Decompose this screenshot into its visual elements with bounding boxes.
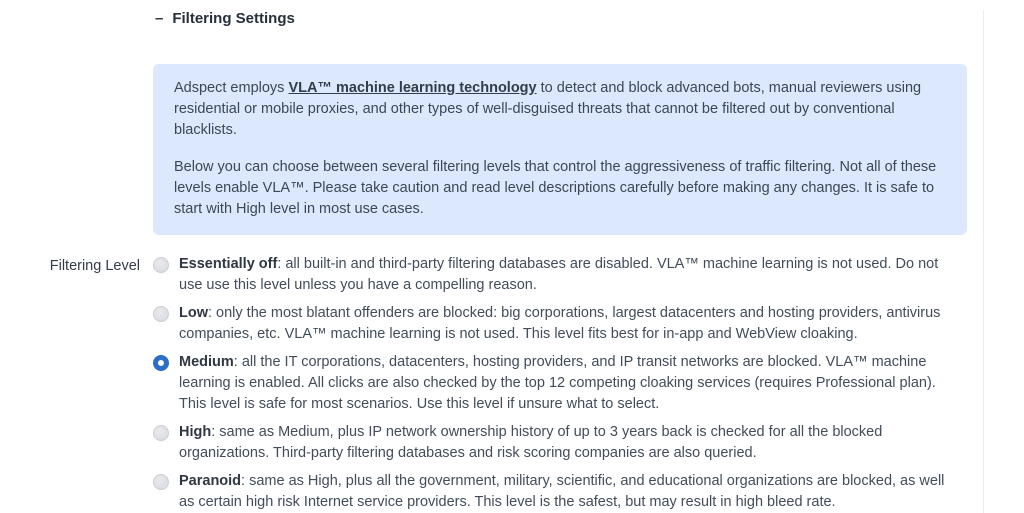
option-paranoid-description: : same as High, plus all the government, military, scientific, and educational organizations are blocked, as well as certain high risk Internet service providers. This level is the safest, but may result in high bleed rate. — [179, 473, 945, 510]
info-paragraph-1-prefix: Adspect employs — [174, 80, 289, 96]
option-medium-name: Medium — [179, 354, 234, 370]
option-essentially-off-name: Essentially off — [179, 256, 278, 272]
filtering-info-box — [153, 64, 967, 235]
option-low — [153, 303, 945, 345]
option-low-text — [179, 303, 945, 345]
info-paragraph-2: Below you can choose between several filtering levels that control the aggressiveness of traffic filtering. Not all of these levels enable VLA™. Please take caution and read level descriptions carefully before making any changes. It is safe to start with High level in most use cases. — [174, 159, 937, 217]
panel-divider — [983, 10, 984, 513]
option-essentially-off-description: : all built-in and third-party filtering databases are disabled. VLA™ machine learning is not used. Do not use use this level unless you have a compelling reason. — [179, 256, 939, 293]
radio-low[interactable] — [153, 306, 169, 322]
option-essentially-off-text — [179, 254, 945, 296]
option-high-name: High — [179, 424, 212, 440]
filtering-level-row — [0, 254, 1024, 513]
radio-medium[interactable] — [153, 355, 169, 371]
option-high-description: : same as Medium, plus IP network ownership history of up to 3 years back is checked for all the blocked organizations. Third-party filtering databases and risk scoring companies are also queried. — [179, 424, 883, 461]
radio-high[interactable] — [153, 425, 169, 441]
info-paragraph-1 — [174, 78, 947, 141]
section-title: Filtering Settings — [172, 10, 295, 27]
radio-essentially-off[interactable] — [153, 257, 169, 273]
filtering-level-options — [153, 254, 945, 513]
option-low-name: Low — [179, 305, 208, 321]
option-paranoid-name: Paranoid — [179, 473, 242, 489]
option-medium-description: : all the IT corporations, datacenters, hosting providers, and IP transit networks are blocked. VLA™ machine learning is enabled. All clicks are also checked by the top 12 competing cloaking services (requires Professional plan). This level is safe for most scenarios. Use this level if unsure what to select. — [179, 354, 936, 412]
option-medium — [153, 352, 945, 415]
radio-paranoid[interactable] — [153, 474, 169, 490]
option-low-description: : only the most blatant offenders are blocked: big corporations, largest datacenters and hosting providers, antivirus companies, etc. VLA™ machine learning is not used. This level fits best for in-app and WebView cloaking. — [179, 305, 941, 342]
collapse-section-icon[interactable]: – — [155, 10, 164, 27]
option-paranoid — [153, 471, 945, 513]
option-high-text — [179, 422, 945, 464]
info-paragraph-1-suffix: to detect and block advanced bots, manual reviewers using residential or mobile proxies, and other types of well-disguised threats that cannot be filtered out by conventional blacklists. — [174, 80, 922, 138]
filtering-level-label: Filtering Level — [49, 258, 140, 274]
option-essentially-off — [153, 254, 945, 296]
filtering-settings-header — [155, 10, 1024, 28]
option-paranoid-text — [179, 471, 945, 513]
vla-technology-link[interactable]: VLA™ machine learning technology — [288, 80, 537, 96]
option-medium-text — [179, 352, 945, 415]
option-high — [153, 422, 945, 464]
